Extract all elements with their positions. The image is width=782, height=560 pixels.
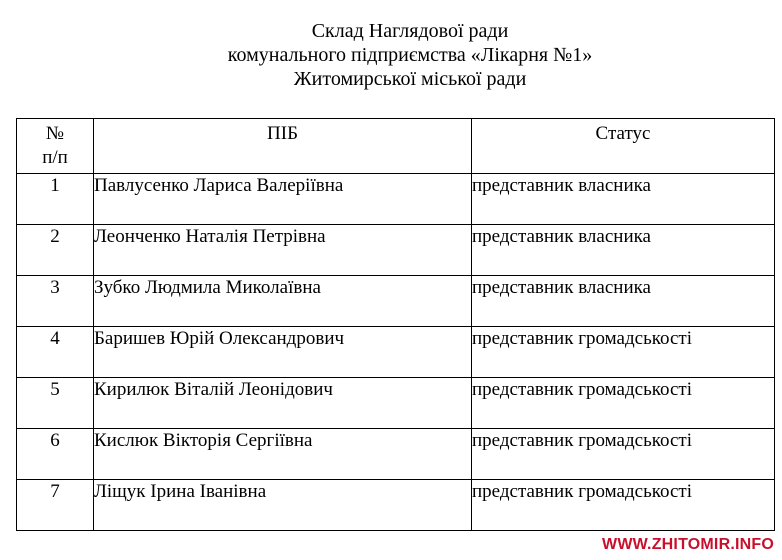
column-header-number-line2: п/п bbox=[42, 147, 68, 168]
member-status: представник громадськості bbox=[472, 429, 775, 480]
member-name: Кислюк Вікторія Сергіївна bbox=[94, 429, 472, 480]
table-row bbox=[17, 225, 775, 276]
table-row bbox=[17, 174, 775, 225]
table-row bbox=[17, 327, 775, 378]
title-line-2: комунального підприємства «Лікарня №1» bbox=[227, 44, 593, 66]
member-status: представник власника bbox=[472, 174, 775, 225]
table-row bbox=[17, 378, 775, 429]
member-status: представник громадськості bbox=[472, 480, 775, 531]
row-number: 7 bbox=[17, 480, 94, 531]
table-row bbox=[17, 429, 775, 480]
member-status: представник власника bbox=[472, 225, 775, 276]
row-number: 2 bbox=[17, 225, 94, 276]
column-header-status: Статус bbox=[472, 119, 775, 174]
member-status: представник громадськості bbox=[472, 378, 775, 429]
row-number: 6 bbox=[17, 429, 94, 480]
members-table bbox=[16, 118, 775, 531]
title-line-3: Житомирської міської ради bbox=[293, 68, 527, 90]
member-status: представник громадськості bbox=[472, 327, 775, 378]
title-line-1: Склад Наглядової ради bbox=[311, 20, 509, 42]
row-number: 3 bbox=[17, 276, 94, 327]
member-name: Зубко Людмила Миколаївна bbox=[94, 276, 472, 327]
column-header-name: ПІБ bbox=[94, 119, 472, 174]
document-title bbox=[0, 19, 782, 91]
member-name: Леонченко Наталія Петрівна bbox=[94, 225, 472, 276]
row-number: 1 bbox=[17, 174, 94, 225]
table-header-row bbox=[17, 119, 775, 174]
member-status: представник власника bbox=[472, 276, 775, 327]
column-header-number-line1: № bbox=[45, 123, 65, 144]
row-number: 4 bbox=[17, 327, 94, 378]
site-watermark: WWW.ZHITOMIR.INFO bbox=[602, 536, 774, 553]
column-header-number bbox=[17, 119, 94, 174]
member-name: Павлусенко Лариса Валеріївна bbox=[94, 174, 472, 225]
member-name: Ліщук Ірина Іванівна bbox=[94, 480, 472, 531]
table-row bbox=[17, 480, 775, 531]
row-number: 5 bbox=[17, 378, 94, 429]
table-row bbox=[17, 276, 775, 327]
member-name: Баришев Юрій Олександрович bbox=[94, 327, 472, 378]
member-name: Кирилюк Віталій Леонідович bbox=[94, 378, 472, 429]
